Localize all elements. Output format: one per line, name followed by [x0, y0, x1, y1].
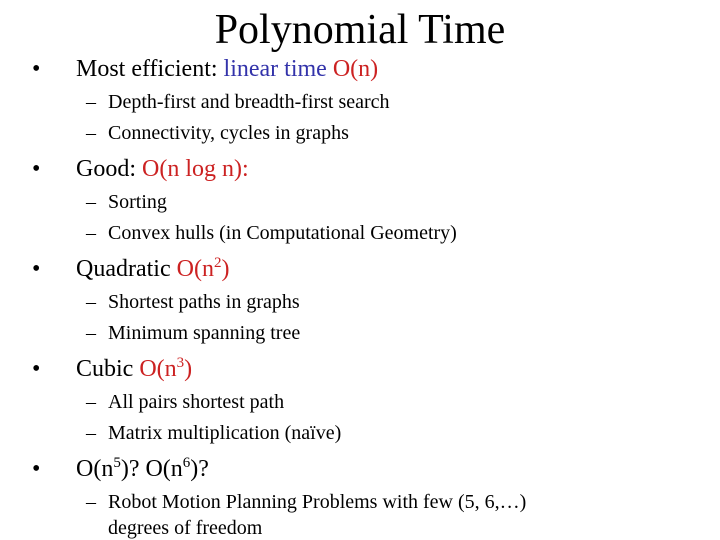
complexity-label: O(n log n):: [142, 156, 249, 182]
sub-bullet: [86, 121, 349, 145]
bullet-text-prefix: Cubic: [76, 356, 140, 382]
dash-icon: –: [86, 322, 96, 344]
sub-bullet-continuation: degrees of freedom: [108, 517, 263, 539]
sub-bullet: [86, 290, 300, 314]
bullet-highlight: linear time: [223, 56, 327, 82]
sub-bullet-text: Connectivity, cycles in graphs: [108, 122, 349, 144]
dash-icon: –: [86, 391, 96, 413]
bullet-text-prefix: Good:: [76, 156, 142, 182]
bullet-icon: •: [32, 456, 41, 482]
sub-bullet: [86, 490, 526, 514]
exponent: 2: [213, 255, 222, 271]
bullet-icon: •: [32, 56, 41, 82]
bullet-icon: •: [32, 256, 41, 282]
sub-bullet-text: Shortest paths in graphs: [108, 291, 300, 313]
bullet-nlogn: [32, 155, 249, 183]
sub-bullet: [86, 321, 300, 345]
sub-bullet-text: Matrix multiplication (naïve): [108, 422, 342, 444]
dash-icon: –: [86, 91, 96, 113]
bullet-higher-order: [32, 455, 209, 483]
dash-icon: –: [86, 122, 96, 144]
sub-bullet: [86, 421, 341, 445]
sub-bullet: [86, 90, 390, 114]
sub-bullet-text: Robot Motion Planning Problems with few (5, 6,…): [108, 491, 527, 513]
complexity-label: O(n): [332, 56, 379, 82]
sub-bullet-text: Depth-first and breadth-first search: [108, 91, 390, 113]
dash-icon: –: [86, 291, 96, 313]
bullet-text-prefix: Quadratic: [76, 256, 177, 282]
bullet-icon: •: [32, 156, 41, 182]
exponent: 6: [182, 455, 191, 471]
sub-bullet: [86, 390, 284, 414]
bullet-quadratic: [32, 255, 229, 283]
bullet-linear-time: [32, 55, 378, 83]
bullet-cubic: [32, 355, 192, 383]
dash-icon: –: [86, 491, 96, 513]
sub-bullet: [86, 190, 167, 214]
dash-icon: –: [86, 222, 96, 244]
dash-icon: –: [86, 191, 96, 213]
bullet-icon: •: [32, 356, 41, 382]
exponent: 3: [176, 355, 185, 371]
complexity-label: $O(n^2)$: [176, 255, 230, 282]
complexity-label: $O(n^3)$: [139, 355, 193, 382]
sub-bullet-text: Convex hulls (in Computational Geometry): [108, 222, 457, 244]
exponent: 5: [113, 455, 121, 471]
bullet-text-prefix: Most efficient:: [76, 56, 224, 82]
complexity-label: $O(n^5)$? $O(n^6)$?: [76, 455, 209, 482]
sub-bullet-text: Minimum spanning tree: [108, 322, 301, 344]
sub-bullet-text: All pairs shortest path: [108, 391, 285, 413]
sub-bullet: [86, 221, 457, 245]
sub-bullet-text: Sorting: [108, 191, 167, 213]
slide-title: Polynomial Time: [214, 7, 506, 53]
dash-icon: –: [86, 422, 96, 444]
